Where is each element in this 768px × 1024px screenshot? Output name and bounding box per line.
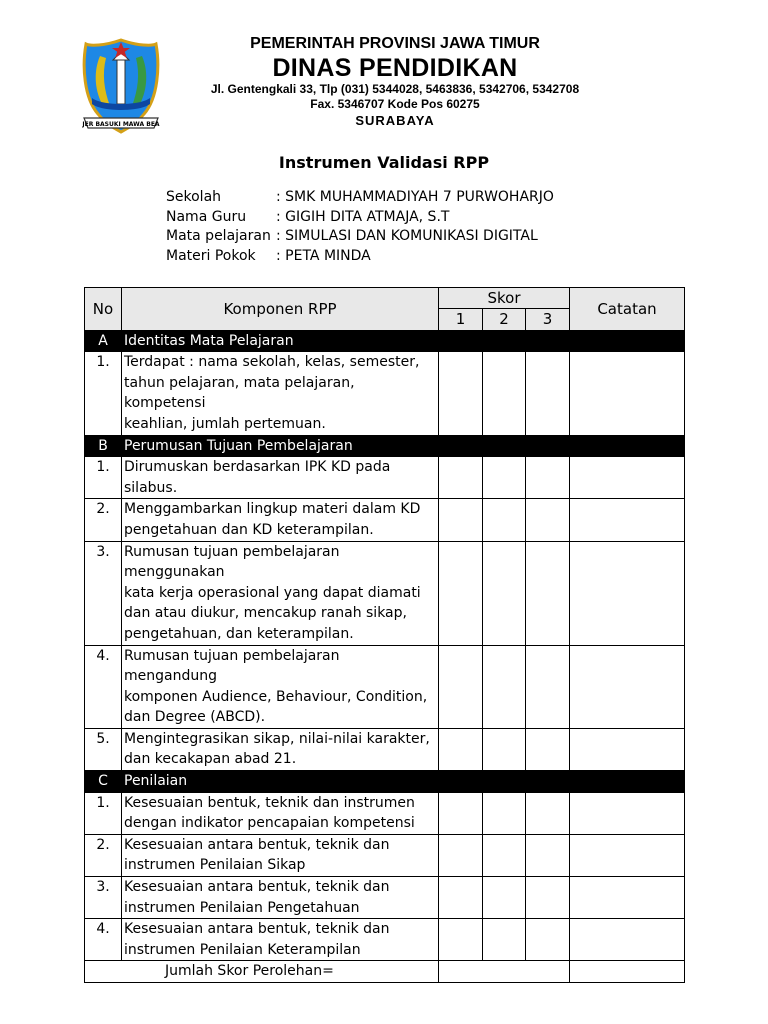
- score-cell-3[interactable]: [526, 728, 570, 770]
- item-text: [122, 457, 439, 499]
- header-notes: Catatan: [570, 288, 685, 331]
- item-number: 4.: [85, 919, 122, 961]
- government-name: PEMERINTAH PROVINSI JAWA TIMUR: [250, 35, 540, 52]
- score-cell-3[interactable]: [526, 792, 570, 834]
- section-score-1: [439, 330, 483, 352]
- info-label: Nama Guru: [166, 208, 247, 225]
- section-row: [85, 771, 685, 793]
- header-component: Komponen RPP: [122, 288, 439, 331]
- item-text-line: Kesesuaian antara bentuk, teknik dan: [124, 879, 390, 896]
- item-text-line: instrumen Penilaian Sikap: [124, 857, 306, 874]
- header-score-1: 1: [439, 309, 483, 331]
- letterhead: [170, 34, 620, 130]
- info-value: : PETA MINDA: [276, 247, 371, 264]
- section-score-2: [483, 771, 526, 793]
- item-text-line: keahlian, jumlah pertemuan.: [124, 415, 326, 432]
- total-notes-cell[interactable]: [570, 961, 685, 983]
- item-text-line: dan Degree (ABCD).: [124, 709, 266, 726]
- section-notes: [570, 771, 685, 793]
- header-no: No: [85, 288, 122, 331]
- info-row-topic: [166, 247, 554, 267]
- header-score: Skor: [439, 288, 570, 309]
- notes-cell[interactable]: [570, 877, 685, 919]
- item-number: 1.: [85, 792, 122, 834]
- score-cell-2[interactable]: [483, 645, 526, 728]
- item-row: [85, 645, 685, 728]
- score-cell-3[interactable]: [526, 877, 570, 919]
- item-text-line: Mengintegrasikan sikap, nilai-nilai karakter,: [124, 730, 430, 747]
- item-text: [122, 499, 439, 541]
- section-score-3: [526, 330, 570, 352]
- item-text-line: pengetahuan, dan keterampilan.: [124, 625, 354, 642]
- notes-cell[interactable]: [570, 541, 685, 645]
- score-cell-3[interactable]: [526, 645, 570, 728]
- item-number: 1.: [85, 457, 122, 499]
- item-row: [85, 728, 685, 770]
- section-score-2: [483, 435, 526, 457]
- section-score-2: [483, 330, 526, 352]
- item-text: [122, 792, 439, 834]
- score-cell-2[interactable]: [483, 499, 526, 541]
- score-cell-3[interactable]: [526, 919, 570, 961]
- score-cell-1[interactable]: [439, 457, 483, 499]
- score-cell-2[interactable]: [483, 352, 526, 435]
- table-body: [85, 288, 685, 983]
- item-text-line: pengetahuan dan KD keterampilan.: [124, 521, 374, 538]
- info-label: Materi Pokok: [166, 247, 256, 264]
- item-row: [85, 792, 685, 834]
- info-label: Mata pelajaran: [166, 228, 271, 244]
- score-cell-3[interactable]: [526, 541, 570, 645]
- section-row: [85, 330, 685, 352]
- score-cell-1[interactable]: [439, 919, 483, 961]
- item-text: [122, 877, 439, 919]
- address-line: Jl. Gentengkali 33, Tlp (031) 5344028, 5463836, 5342706, 5342708: [210, 82, 580, 96]
- section-title: Penilaian: [122, 771, 439, 793]
- score-cell-3[interactable]: [526, 834, 570, 876]
- score-cell-1[interactable]: [439, 728, 483, 770]
- item-row: [85, 877, 685, 919]
- item-text: [122, 834, 439, 876]
- score-cell-3[interactable]: [526, 352, 570, 435]
- score-cell-1[interactable]: [439, 792, 483, 834]
- item-text-line: Dirumuskan berdasarkan IPK KD pada: [124, 459, 391, 476]
- total-score-cell[interactable]: [439, 961, 570, 983]
- item-text-line: instrumen Penilaian Pengetahuan: [124, 899, 360, 916]
- item-text: [122, 541, 439, 645]
- notes-cell[interactable]: [570, 919, 685, 961]
- section-row: [85, 435, 685, 457]
- score-cell-2[interactable]: [483, 792, 526, 834]
- notes-cell[interactable]: [570, 728, 685, 770]
- section-code: B: [85, 435, 122, 457]
- department-name: DINAS PENDIDIKAN: [272, 54, 518, 82]
- info-label: Sekolah: [166, 189, 222, 205]
- info-row-teacher: [166, 208, 554, 228]
- notes-cell[interactable]: [570, 499, 685, 541]
- section-notes: [570, 435, 685, 457]
- score-cell-1[interactable]: [439, 541, 483, 645]
- item-text: [122, 728, 439, 770]
- item-row: [85, 499, 685, 541]
- item-row: [85, 919, 685, 961]
- header-row: [85, 288, 685, 309]
- score-cell-2[interactable]: [483, 834, 526, 876]
- score-cell-1[interactable]: [439, 499, 483, 541]
- section-score-3: [526, 771, 570, 793]
- item-number: 2.: [85, 834, 122, 876]
- info-row-school: [166, 188, 554, 208]
- item-row: [85, 834, 685, 876]
- notes-cell[interactable]: [570, 352, 685, 435]
- east-java-coat-of-arms-logo: [80, 36, 162, 136]
- score-cell-1[interactable]: [439, 352, 483, 435]
- section-title: Identitas Mata Pelajaran: [122, 330, 439, 352]
- score-cell-3[interactable]: [526, 499, 570, 541]
- total-row: [85, 961, 685, 983]
- item-row: [85, 352, 685, 435]
- item-text: [122, 352, 439, 435]
- section-code: A: [85, 330, 122, 352]
- item-text-line: Rumusan tujuan pembelajaran mengandung: [124, 647, 340, 685]
- item-text-line: Menggambarkan lingkup materi dalam KD: [124, 501, 421, 518]
- item-text: [122, 919, 439, 961]
- info-block: [166, 188, 554, 266]
- score-cell-1[interactable]: [439, 645, 483, 728]
- info-value: : GIGIH DITA ATMAJA, S.T: [276, 208, 450, 225]
- score-cell-2[interactable]: [483, 919, 526, 961]
- score-cell-3[interactable]: [526, 457, 570, 499]
- item-text-line: Rumusan tujuan pembelajaran menggunakan: [124, 543, 340, 581]
- item-text-line: kata kerja operasional yang dapat diamati: [124, 584, 421, 601]
- item-text-line: dengan indikator pencapaian kompetensi: [124, 815, 415, 832]
- item-text-line: komponen Audience, Behaviour, Condition,: [124, 688, 428, 705]
- section-title: Perumusan Tujuan Pembelajaran: [122, 435, 439, 457]
- info-row-subject: [166, 227, 554, 247]
- score-cell-2[interactable]: [483, 728, 526, 770]
- header-score-3: 3: [526, 309, 570, 331]
- header-score-2: 2: [483, 309, 526, 331]
- info-value: : SIMULASI DAN KOMUNIKASI DIGITAL: [276, 228, 538, 244]
- validation-table: [84, 287, 685, 983]
- info-value: : SMK MUHAMMADIYAH 7 PURWOHARJO: [276, 189, 554, 205]
- item-text-line: Kesesuaian antara bentuk, teknik dan: [124, 921, 390, 938]
- section-notes: [570, 330, 685, 352]
- section-score-1: [439, 435, 483, 457]
- city-name: SURABAYA: [355, 113, 435, 128]
- item-text: [122, 645, 439, 728]
- score-cell-1[interactable]: [439, 834, 483, 876]
- notes-cell[interactable]: [570, 645, 685, 728]
- item-number: 3.: [85, 541, 122, 645]
- item-number: 1.: [85, 352, 122, 435]
- item-text-line: dan atau diukur, mencakup ranah sikap,: [124, 605, 407, 622]
- item-row: [85, 541, 685, 645]
- notes-cell[interactable]: [570, 834, 685, 876]
- item-number: 2.: [85, 499, 122, 541]
- document-title: Instrumen Validasi RPP: [278, 153, 490, 172]
- section-score-1: [439, 771, 483, 793]
- score-cell-1[interactable]: [439, 877, 483, 919]
- item-row: [85, 457, 685, 499]
- section-code: C: [85, 771, 122, 793]
- item-text-line: dan kecakapan abad 21.: [124, 751, 297, 768]
- item-text-line: tahun pelajaran, mata pelajaran, kompetensi: [124, 374, 355, 412]
- score-cell-2[interactable]: [483, 877, 526, 919]
- item-number: 3.: [85, 877, 122, 919]
- item-text-line: Terdapat : nama sekolah, kelas, semester,: [124, 354, 420, 371]
- fax-line: Fax. 5346707 Kode Pos 60275: [310, 97, 480, 111]
- item-number: 5.: [85, 728, 122, 770]
- item-number: 4.: [85, 645, 122, 728]
- logo-motto: JER BASUKI MAWA BEA: [82, 121, 160, 128]
- item-text-line: Kesesuaian bentuk, teknik dan instrumen: [124, 794, 415, 811]
- section-score-3: [526, 435, 570, 457]
- item-text-line: silabus.: [124, 479, 178, 496]
- score-cell-2[interactable]: [483, 541, 526, 645]
- notes-cell[interactable]: [570, 792, 685, 834]
- total-label: Jumlah Skor Perolehan=: [85, 961, 439, 983]
- item-text-line: Kesesuaian antara bentuk, teknik dan: [124, 836, 390, 853]
- item-text-line: instrumen Penilaian Keterampilan: [124, 941, 361, 958]
- score-cell-2[interactable]: [483, 457, 526, 499]
- notes-cell[interactable]: [570, 457, 685, 499]
